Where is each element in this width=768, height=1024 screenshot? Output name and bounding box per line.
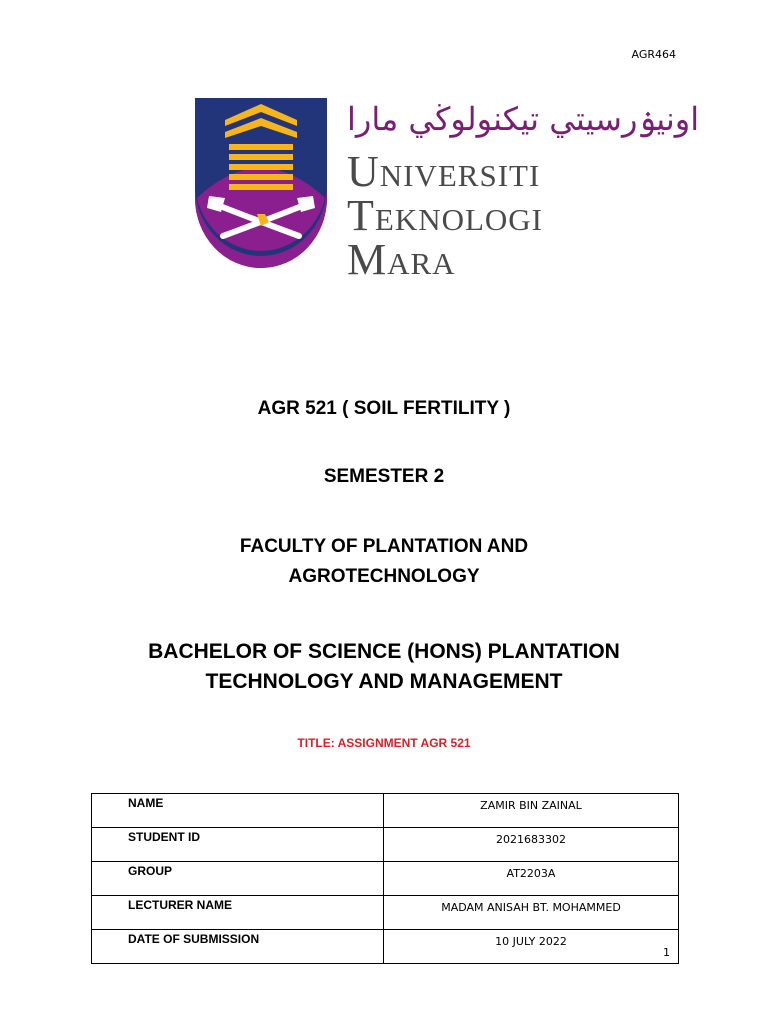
logo-wordmark	[347, 147, 544, 284]
info-value: MADAM ANISAH BT. MOHAMMED	[384, 896, 679, 930]
table-row	[92, 896, 679, 930]
page-number: 1	[663, 946, 670, 959]
uitm-crest-icon	[195, 98, 327, 270]
faculty-line-2: AGROTECHNOLOGY	[288, 566, 480, 587]
logo-line-mara: Mara	[347, 235, 456, 284]
logo-line-teknologi: Teknologi	[347, 191, 544, 240]
info-value: AT2203A	[384, 862, 679, 896]
program-heading	[0, 637, 768, 697]
assignment-title: TITLE: ASSIGNMENT AGR 521	[297, 736, 471, 750]
table-row	[92, 828, 679, 862]
logo-jawi-text: اونيۏرسيتي تيكنولوڬي مارا	[347, 100, 700, 138]
logo-line-universiti: Universiti	[347, 147, 541, 196]
info-value: 10 JULY 2022	[384, 930, 679, 964]
semester-heading: SEMESTER 2	[323, 466, 445, 487]
header-course-code: AGR464	[631, 48, 676, 61]
info-label: STUDENT ID	[92, 828, 384, 862]
university-logo	[195, 98, 700, 284]
course-heading: AGR 521 ( SOIL FERTILITY )	[257, 398, 511, 419]
table-row	[92, 794, 679, 828]
program-line-2: TECHNOLOGY AND MANAGEMENT	[205, 670, 563, 693]
info-label: DATE OF SUBMISSION	[92, 930, 384, 964]
info-label: NAME	[92, 794, 384, 828]
info-label: LECTURER NAME	[92, 896, 384, 930]
student-info-table	[91, 793, 679, 964]
faculty-heading	[0, 532, 768, 592]
info-label: GROUP	[92, 862, 384, 896]
faculty-line-1: FACULTY OF PLANTATION AND	[239, 536, 529, 557]
table-row	[92, 862, 679, 896]
info-value: ZAMIR BIN ZAINAL	[384, 794, 679, 828]
info-value: 2021683302	[384, 828, 679, 862]
table-row	[92, 930, 679, 964]
program-line-1: BACHELOR OF SCIENCE (HONS) PLANTATION	[148, 640, 620, 663]
